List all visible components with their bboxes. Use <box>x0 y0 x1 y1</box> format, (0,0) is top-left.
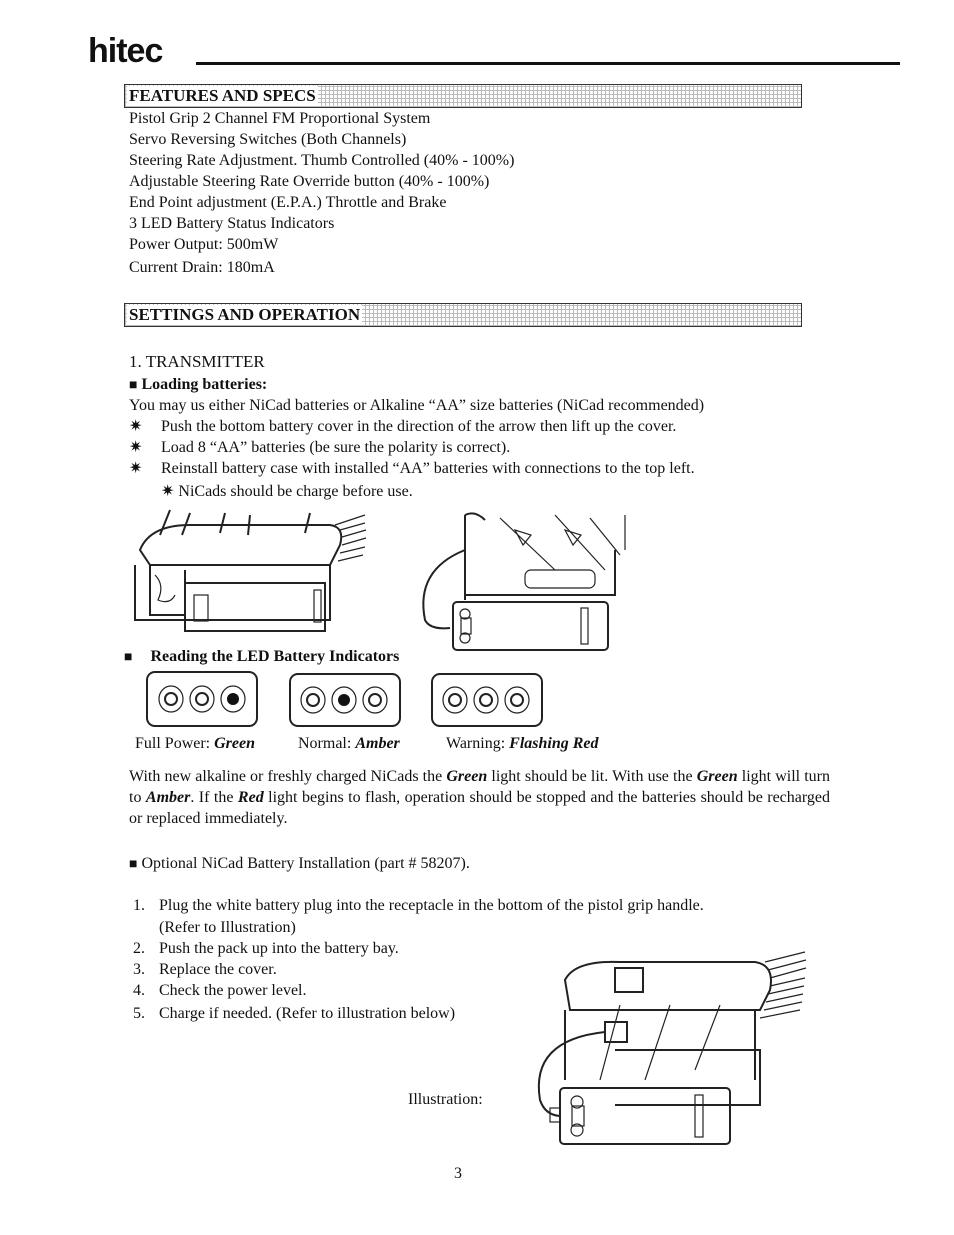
feature-item: Current Drain: 180mA <box>129 259 275 276</box>
led-full-value: Green <box>214 735 256 752</box>
loading-intro: You may us either NiCad batteries or Alkaline “AA” size batteries (NiCad recommended) <box>129 397 705 414</box>
loading-step-text: Load 8 “AA” batteries (be sure the polarity is correct). <box>161 439 511 456</box>
led-full-power-caption <box>135 733 255 754</box>
feature-item: Servo Reversing Switches (Both Channels) <box>129 131 407 148</box>
feature-item: Power Output: 500mW <box>129 236 279 253</box>
para-text: light will turn to <box>129 768 831 806</box>
page-number: 3 <box>454 1165 462 1182</box>
battery-cover-open-illustration <box>130 505 380 635</box>
optional-step-continuation: (Refer to Illustration) <box>159 919 296 936</box>
para-text: light begins to flash, operation should be stopped and the batteries should be recharged or replaced immediately. <box>129 789 831 827</box>
feature-item: Steering Rate Adjustment. Thumb Controlled (40% - 100%) <box>129 152 515 169</box>
led-indicator-diagrams <box>145 670 545 728</box>
led-warning-diagram <box>432 674 542 726</box>
illustration-label: Illustration: <box>408 1091 483 1108</box>
optional-step <box>133 1003 455 1024</box>
para-green: Green <box>696 768 738 785</box>
para-text: . If the <box>190 789 238 806</box>
star-bullet-icon: ✷ <box>129 460 143 477</box>
header-rule <box>196 62 900 65</box>
loading-step-text: Reinstall battery case with installed “AA” batteries with connections to the top left. <box>161 460 695 477</box>
feature-item: Adjustable Steering Rate Override button (40% - 100%) <box>129 173 490 190</box>
transmitter-subsection: 1. TRANSMITTER <box>129 352 265 371</box>
loading-step <box>129 416 676 437</box>
square-bullet-icon: ■ <box>129 378 138 393</box>
step-number: 1. <box>133 897 145 914</box>
step-number: 4. <box>133 982 145 999</box>
nicad-note-text: NiCads should be charge before use. <box>178 483 413 500</box>
para-green: Green <box>446 768 488 785</box>
loading-title-row <box>129 374 267 396</box>
loading-step <box>129 437 510 458</box>
optional-step <box>133 895 704 916</box>
settings-heading: SETTINGS AND OPERATION <box>129 305 361 324</box>
step-text: Charge if needed. (Refer to illustration below) <box>159 1005 456 1022</box>
battery-insert-illustration <box>405 510 635 655</box>
led-normal-caption <box>298 733 400 754</box>
led-normal-value: Amber <box>355 735 400 752</box>
para-text: light should be lit. With use the <box>487 768 697 785</box>
step-text: Check the power level. <box>159 982 307 999</box>
nicad-pack-illustration <box>520 950 815 1150</box>
led-normal-label: Normal: <box>298 735 356 752</box>
led-title-row <box>124 646 399 668</box>
feature-item: 3 LED Battery Status Indicators <box>129 215 335 232</box>
step-number: 2. <box>133 940 145 957</box>
optional-step <box>133 980 307 1001</box>
led-full-label: Full Power: <box>135 735 215 752</box>
feature-item: End Point adjustment (E.P.A.) Throttle and Brake <box>129 194 447 211</box>
star-bullet-icon: ✷ <box>129 439 143 456</box>
loading-step-text: Push the bottom battery cover in the direction of the arrow then lift up the cover. <box>161 418 677 435</box>
step-number: 3. <box>133 961 145 978</box>
square-bullet-icon: ■ <box>129 857 138 872</box>
led-normal-diagram <box>290 674 400 726</box>
led-explanation-paragraph <box>129 766 830 829</box>
nicad-note <box>161 481 413 502</box>
features-list <box>129 108 514 278</box>
step-text: Replace the cover. <box>159 961 277 978</box>
star-bullet-icon: ✷ <box>161 483 175 500</box>
optional-step <box>133 959 277 980</box>
led-full-power-diagram <box>147 672 257 726</box>
step-text: Plug the white battery plug into the receptacle in the bottom of the pistol grip handle. <box>159 897 704 914</box>
para-text: With new alkaline or freshly charged NiCads the <box>129 768 447 785</box>
hitec-logo: hitec <box>88 32 163 70</box>
features-heading: FEATURES AND SPECS <box>129 86 316 105</box>
optional-title-row <box>129 853 470 875</box>
loading-step <box>129 458 695 479</box>
step-number: 5. <box>133 1005 145 1022</box>
loading-title: Loading batteries: <box>141 376 268 393</box>
led-title: Reading the LED Battery Indicators <box>150 648 400 665</box>
optional-step <box>133 938 399 959</box>
features-heading-bar <box>124 84 802 108</box>
star-bullet-icon: ✷ <box>129 418 143 435</box>
optional-title: Optional NiCad Battery Installation (part # 58207). <box>141 855 470 872</box>
led-warning-caption <box>446 733 599 754</box>
para-red: Red <box>237 789 264 806</box>
settings-heading-bar <box>124 303 802 327</box>
step-text: Push the pack up into the battery bay. <box>159 940 399 957</box>
para-amber: Amber <box>145 789 191 806</box>
led-warning-label: Warning: <box>446 735 510 752</box>
led-warning-value: Flashing Red <box>509 735 599 752</box>
square-bullet-icon: ■ <box>124 650 133 665</box>
feature-item: Pistol Grip 2 Channel FM Proportional System <box>129 110 431 127</box>
